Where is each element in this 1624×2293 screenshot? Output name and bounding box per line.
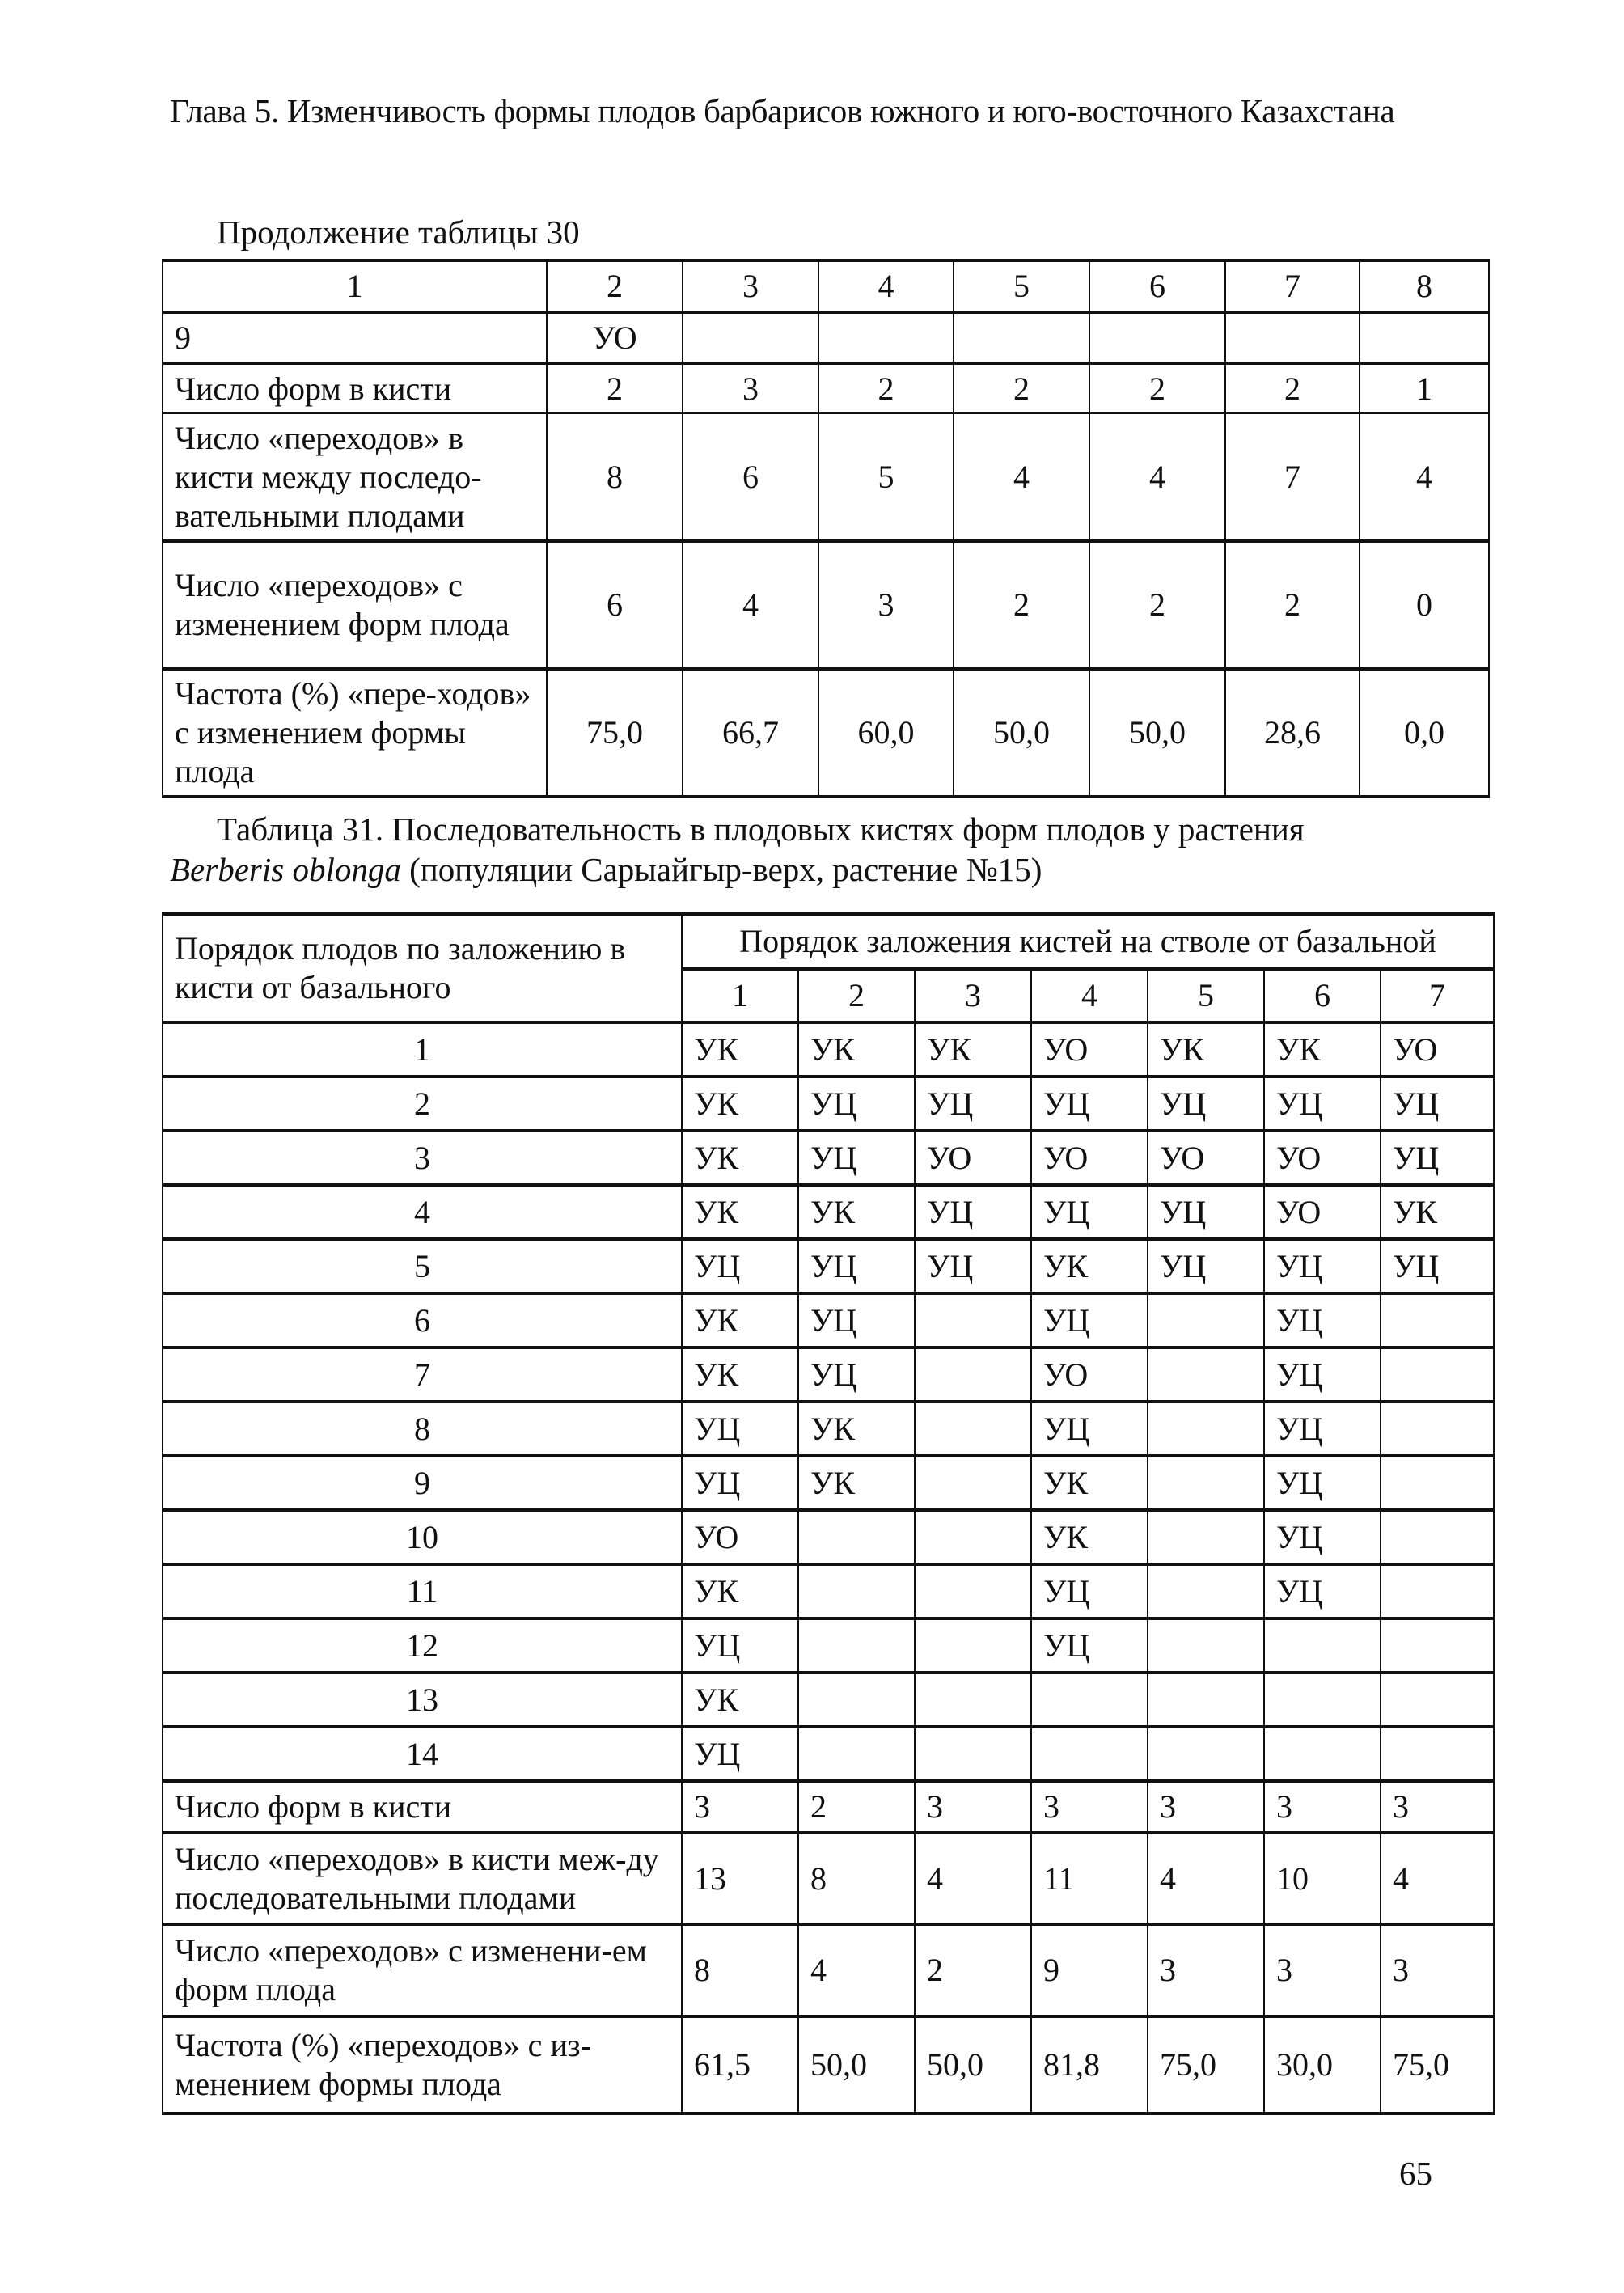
table-row bbox=[163, 1239, 1494, 1293]
table-cell bbox=[915, 1618, 1031, 1673]
table-cell: 4 bbox=[954, 413, 1089, 541]
table-cell: 2 bbox=[1225, 541, 1360, 669]
table-cell: 4 bbox=[1381, 1833, 1494, 1924]
table-cell: 2 bbox=[954, 363, 1089, 413]
column-number: 1 bbox=[682, 969, 798, 1022]
table30-header-cell: 1 bbox=[163, 260, 547, 312]
table-cell: УК bbox=[798, 1456, 915, 1510]
table-cell: УЦ bbox=[1264, 1239, 1381, 1293]
table-cell bbox=[1381, 1618, 1494, 1673]
table-cell bbox=[1225, 312, 1360, 363]
table30-header-cell: 8 bbox=[1360, 260, 1489, 312]
table-row bbox=[163, 1618, 1494, 1673]
table-cell: УЦ bbox=[1148, 1077, 1264, 1131]
column-number: 7 bbox=[1381, 969, 1494, 1022]
table-cell bbox=[1360, 312, 1489, 363]
table-cell: 8 bbox=[682, 1924, 798, 2016]
table-cell: 66,7 bbox=[683, 669, 818, 797]
column-number: 5 bbox=[1148, 969, 1264, 1022]
table-cell: УК bbox=[798, 1185, 915, 1239]
table-cell: 2 bbox=[818, 363, 954, 413]
table31-caption-line1: Таблица 31. Последовательность в плодовых кистях форм плодов у растения bbox=[217, 810, 1305, 848]
table-cell bbox=[683, 312, 818, 363]
summary-row bbox=[163, 2016, 1494, 2113]
table-cell bbox=[915, 1347, 1031, 1402]
table-cell bbox=[915, 1402, 1031, 1456]
table-cell: 4 bbox=[1089, 413, 1225, 541]
table-cell: УЦ bbox=[798, 1347, 915, 1402]
table30-header-cell: 7 bbox=[1225, 260, 1360, 312]
population-info: (популяции Сарыайгыр-верх, растение №15) bbox=[400, 851, 1042, 888]
table-cell: УО bbox=[547, 312, 683, 363]
row-label: Число «переходов» с изменением форм плода bbox=[163, 541, 547, 669]
table-cell: УЦ bbox=[1031, 1402, 1148, 1456]
column-number: 3 bbox=[915, 969, 1031, 1022]
column-number: 4 bbox=[1031, 969, 1148, 1022]
table-row bbox=[163, 1564, 1494, 1618]
table-cell bbox=[915, 1564, 1031, 1618]
summary-label: Число «переходов» с изменени-ем форм плода bbox=[163, 1924, 682, 2016]
table-cell bbox=[1148, 1564, 1264, 1618]
row-label: 9 bbox=[163, 1456, 682, 1510]
row-label: Число форм в кисти bbox=[163, 363, 547, 413]
table-cell: 60,0 bbox=[818, 669, 954, 797]
table-cell: УЦ bbox=[1264, 1564, 1381, 1618]
table-cell: 4 bbox=[798, 1924, 915, 2016]
row-label: 1 bbox=[163, 1022, 682, 1077]
table-30-continued bbox=[162, 259, 1490, 798]
table-cell: УК bbox=[1031, 1456, 1148, 1510]
table-cell bbox=[1148, 1510, 1264, 1564]
table-cell: УЦ bbox=[682, 1618, 798, 1673]
row-label: 7 bbox=[163, 1347, 682, 1402]
table-cell: 2 bbox=[915, 1924, 1031, 2016]
table-cell: УК bbox=[682, 1022, 798, 1077]
table-cell bbox=[915, 1293, 1031, 1347]
table31-caption bbox=[170, 809, 1496, 890]
table-cell: УЦ bbox=[682, 1727, 798, 1781]
table-cell: УЦ bbox=[915, 1239, 1031, 1293]
table-cell: 6 bbox=[547, 541, 683, 669]
row-label: 2 bbox=[163, 1077, 682, 1131]
table-cell bbox=[1089, 312, 1225, 363]
table-cell: 3 bbox=[818, 541, 954, 669]
table-cell: 3 bbox=[1381, 1781, 1494, 1833]
table-cell: УЦ bbox=[798, 1239, 915, 1293]
table-cell: УК bbox=[1031, 1239, 1148, 1293]
table-cell: 2 bbox=[547, 363, 683, 413]
table-cell: УК bbox=[798, 1022, 915, 1077]
summary-row bbox=[163, 1833, 1494, 1924]
table-cell: УЦ bbox=[1264, 1347, 1381, 1402]
table-cell: УК bbox=[915, 1022, 1031, 1077]
table-cell: 30,0 bbox=[1264, 2016, 1381, 2113]
table-cell bbox=[1148, 1402, 1264, 1456]
table-row bbox=[163, 1402, 1494, 1456]
table-cell: УК bbox=[682, 1077, 798, 1131]
table-cell bbox=[1148, 1618, 1264, 1673]
row-label: 8 bbox=[163, 1402, 682, 1456]
table-cell: 50,0 bbox=[954, 669, 1089, 797]
species-name: Berberis oblonga bbox=[170, 851, 401, 888]
table-cell: 6 bbox=[683, 413, 818, 541]
table-row bbox=[163, 1510, 1494, 1564]
table-cell: УЦ bbox=[682, 1456, 798, 1510]
table-cell: УЦ bbox=[1031, 1077, 1148, 1131]
table-cell bbox=[1264, 1727, 1381, 1781]
summary-row bbox=[163, 1924, 1494, 2016]
table-row bbox=[163, 1673, 1494, 1727]
table-cell bbox=[1381, 1347, 1494, 1402]
table-cell: 3 bbox=[1264, 1781, 1381, 1833]
table-row bbox=[163, 1347, 1494, 1402]
table-cell: 3 bbox=[683, 363, 818, 413]
table-cell bbox=[798, 1564, 915, 1618]
row-label: 9 bbox=[163, 312, 547, 363]
table-cell bbox=[1381, 1402, 1494, 1456]
table-cell: 3 bbox=[1381, 1924, 1494, 2016]
table-cell bbox=[1381, 1673, 1494, 1727]
table-row bbox=[163, 1077, 1494, 1131]
table-cell bbox=[798, 1618, 915, 1673]
table-cell bbox=[1264, 1673, 1381, 1727]
table-cell: УК bbox=[1148, 1022, 1264, 1077]
table-cell: 50,0 bbox=[1089, 669, 1225, 797]
table-cell bbox=[915, 1727, 1031, 1781]
table-cell: 3 bbox=[1031, 1781, 1148, 1833]
table-cell bbox=[1148, 1293, 1264, 1347]
table-cell: УЦ bbox=[682, 1239, 798, 1293]
table30-header-cell: 2 bbox=[547, 260, 683, 312]
table-cell: УК bbox=[1381, 1185, 1494, 1239]
table-cell bbox=[1148, 1673, 1264, 1727]
table-row bbox=[163, 1185, 1494, 1239]
row-label: Частота (%) «пере-ходов» с изменением формы плода bbox=[163, 669, 547, 797]
table-cell bbox=[798, 1673, 915, 1727]
table-cell: 2 bbox=[1089, 541, 1225, 669]
table-cell bbox=[798, 1510, 915, 1564]
table-cell: 2 bbox=[1225, 363, 1360, 413]
table-cell bbox=[1148, 1347, 1264, 1402]
table-cell: 4 bbox=[683, 541, 818, 669]
table-cell: УК bbox=[682, 1347, 798, 1402]
table-cell: УК bbox=[1264, 1022, 1381, 1077]
table-cell bbox=[1381, 1293, 1494, 1347]
table-row bbox=[163, 669, 1489, 797]
row-label: 14 bbox=[163, 1727, 682, 1781]
table30-header-cell: 6 bbox=[1089, 260, 1225, 312]
table-cell: УО bbox=[1031, 1347, 1148, 1402]
table-cell: УЦ bbox=[1264, 1510, 1381, 1564]
table-cell: УЦ bbox=[1264, 1077, 1381, 1131]
row-label: 12 bbox=[163, 1618, 682, 1673]
table-row bbox=[163, 363, 1489, 413]
table-row bbox=[163, 1727, 1494, 1781]
table-cell: УК bbox=[682, 1673, 798, 1727]
table-row bbox=[163, 312, 1489, 363]
row-label: 11 bbox=[163, 1564, 682, 1618]
table-cell bbox=[1381, 1510, 1494, 1564]
table-cell: 75,0 bbox=[1148, 2016, 1264, 2113]
table31-header-row-1 bbox=[163, 914, 1494, 969]
table-cell: 13 bbox=[682, 1833, 798, 1924]
table-cell: 5 bbox=[818, 413, 954, 541]
table-row bbox=[163, 1293, 1494, 1347]
table-cell: 50,0 bbox=[798, 2016, 915, 2113]
table-cell: УО bbox=[1264, 1131, 1381, 1185]
table-cell: 7 bbox=[1225, 413, 1360, 541]
row-label: Число «переходов» в кисти между последо-вательными плодами bbox=[163, 413, 547, 541]
table31-caption-line2 bbox=[170, 849, 1496, 890]
table-cell: УЦ bbox=[1264, 1456, 1381, 1510]
table30-header-cell: 5 bbox=[954, 260, 1089, 312]
table-cell: УЦ bbox=[682, 1402, 798, 1456]
row-label: 4 bbox=[163, 1185, 682, 1239]
table-cell: 61,5 bbox=[682, 2016, 798, 2113]
table30-header-row bbox=[163, 260, 1489, 312]
table30-header-cell: 4 bbox=[818, 260, 954, 312]
table-cell: УК bbox=[682, 1131, 798, 1185]
summary-row bbox=[163, 1781, 1494, 1833]
table-cell: УЦ bbox=[1031, 1293, 1148, 1347]
table-cell bbox=[1031, 1673, 1148, 1727]
table-row bbox=[163, 541, 1489, 669]
table-row bbox=[163, 1131, 1494, 1185]
table-cell: УЦ bbox=[1148, 1239, 1264, 1293]
table-cell: 1 bbox=[1360, 363, 1489, 413]
table-31 bbox=[162, 912, 1495, 2115]
summary-label: Частота (%) «переходов» с из-менением формы плода bbox=[163, 2016, 682, 2113]
table-cell: 2 bbox=[954, 541, 1089, 669]
table-cell: УЦ bbox=[1148, 1185, 1264, 1239]
table-cell: УО bbox=[682, 1510, 798, 1564]
table-cell bbox=[915, 1510, 1031, 1564]
table-cell bbox=[818, 312, 954, 363]
table-cell bbox=[798, 1727, 915, 1781]
row-order-header: Порядок плодов по заложению в кисти от базального bbox=[163, 914, 682, 1022]
table-cell: УО bbox=[915, 1131, 1031, 1185]
table-cell: УЦ bbox=[1264, 1293, 1381, 1347]
table-cell: УК bbox=[798, 1402, 915, 1456]
table-cell: УЦ bbox=[1381, 1239, 1494, 1293]
table-cell: УЦ bbox=[1031, 1564, 1148, 1618]
summary-label: Число «переходов» в кисти меж-ду последовательными плодами bbox=[163, 1833, 682, 1924]
table-cell: 75,0 bbox=[547, 669, 683, 797]
table-cell: 9 bbox=[1031, 1924, 1148, 2016]
table-cell: 75,0 bbox=[1381, 2016, 1494, 2113]
table-cell: 2 bbox=[1089, 363, 1225, 413]
table-cell bbox=[1381, 1727, 1494, 1781]
table-cell: УЦ bbox=[798, 1131, 915, 1185]
table30-continuation-caption: Продолжение таблицы 30 bbox=[217, 214, 580, 251]
table-cell bbox=[1381, 1564, 1494, 1618]
table-cell: УЦ bbox=[798, 1293, 915, 1347]
table-cell bbox=[915, 1673, 1031, 1727]
table-cell: УО bbox=[1381, 1022, 1494, 1077]
column-number: 2 bbox=[798, 969, 915, 1022]
table-cell: УЦ bbox=[1031, 1618, 1148, 1673]
table-cell: 4 bbox=[1148, 1833, 1264, 1924]
table-cell: 8 bbox=[798, 1833, 915, 1924]
table-cell: УО bbox=[1031, 1022, 1148, 1077]
row-label: 13 bbox=[163, 1673, 682, 1727]
table-cell: УК bbox=[1031, 1510, 1148, 1564]
table-cell: УЦ bbox=[915, 1077, 1031, 1131]
table-cell: УК bbox=[682, 1185, 798, 1239]
table-cell bbox=[1031, 1727, 1148, 1781]
table-cell: 81,8 bbox=[1031, 2016, 1148, 2113]
row-label: 6 bbox=[163, 1293, 682, 1347]
table-cell: УО bbox=[1148, 1131, 1264, 1185]
row-label: 5 bbox=[163, 1239, 682, 1293]
table30-header-cell: 3 bbox=[683, 260, 818, 312]
table-cell: УЦ bbox=[1031, 1185, 1148, 1239]
page-number: 65 bbox=[1399, 2155, 1432, 2192]
table-cell: УЦ bbox=[1381, 1077, 1494, 1131]
table-cell: 3 bbox=[682, 1781, 798, 1833]
table-cell: 3 bbox=[1148, 1781, 1264, 1833]
row-label: 10 bbox=[163, 1510, 682, 1564]
table-cell bbox=[1381, 1456, 1494, 1510]
table-cell: 4 bbox=[915, 1833, 1031, 1924]
table-cell: УЦ bbox=[1264, 1402, 1381, 1456]
table-cell: 3 bbox=[1148, 1924, 1264, 2016]
table-row bbox=[163, 1022, 1494, 1077]
table-cell: УО bbox=[1031, 1131, 1148, 1185]
table-row bbox=[163, 413, 1489, 541]
table-cell: 10 bbox=[1264, 1833, 1381, 1924]
table-cell: УО bbox=[1264, 1185, 1381, 1239]
table-cell: 4 bbox=[1360, 413, 1489, 541]
table-cell bbox=[954, 312, 1089, 363]
table-cell: УЦ bbox=[915, 1185, 1031, 1239]
table-cell: 28,6 bbox=[1225, 669, 1360, 797]
running-head: Глава 5. Изменчивость формы плодов барбарисов южного и юго-восточного Казахстана bbox=[170, 92, 1395, 129]
table-cell: УЦ bbox=[798, 1077, 915, 1131]
table-row bbox=[163, 1456, 1494, 1510]
table-cell bbox=[1264, 1618, 1381, 1673]
summary-label: Число форм в кисти bbox=[163, 1781, 682, 1833]
table-cell: 2 bbox=[798, 1781, 915, 1833]
row-label: 3 bbox=[163, 1131, 682, 1185]
table-cell: 0 bbox=[1360, 541, 1489, 669]
table-cell: 8 bbox=[547, 413, 683, 541]
table-cell: 50,0 bbox=[915, 2016, 1031, 2113]
table-cell: УЦ bbox=[1381, 1131, 1494, 1185]
column-number: 6 bbox=[1264, 969, 1381, 1022]
table-cell: УК bbox=[682, 1293, 798, 1347]
table-cell: 3 bbox=[915, 1781, 1031, 1833]
table-cell: УК bbox=[682, 1564, 798, 1618]
table-cell: 0,0 bbox=[1360, 669, 1489, 797]
table-cell bbox=[1148, 1456, 1264, 1510]
column-group-header: Порядок заложения кистей на стволе от базальной bbox=[682, 914, 1494, 969]
table-cell bbox=[1148, 1727, 1264, 1781]
table-cell: 11 bbox=[1031, 1833, 1148, 1924]
table-cell bbox=[915, 1456, 1031, 1510]
table-cell: 3 bbox=[1264, 1924, 1381, 2016]
